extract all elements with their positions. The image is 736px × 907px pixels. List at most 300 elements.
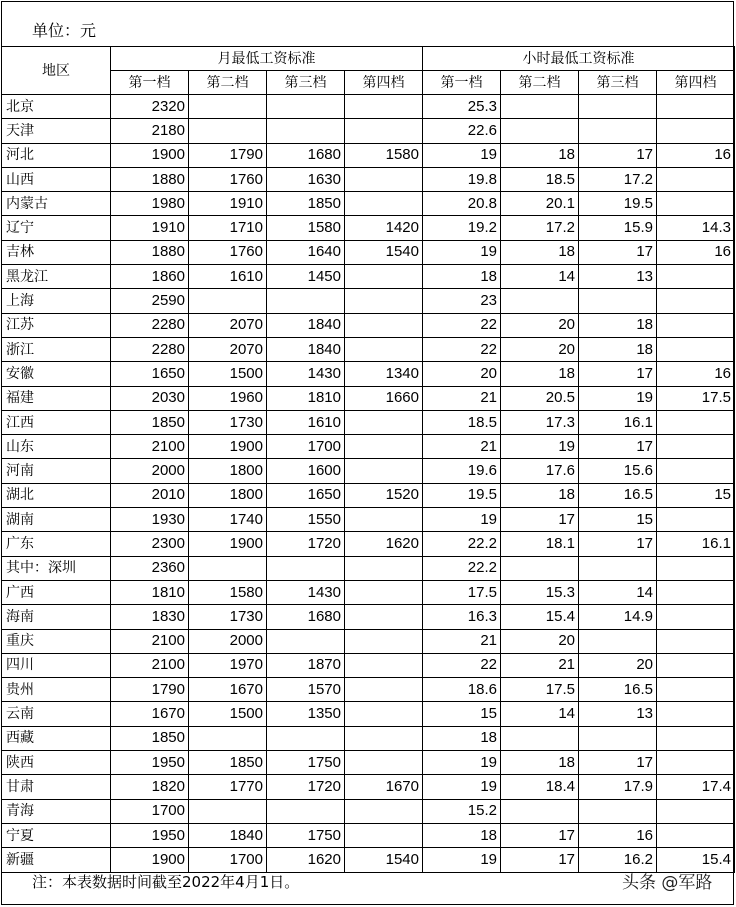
monthly-tier-4-cell [345, 289, 423, 313]
monthly-tier-4-cell [345, 702, 423, 726]
hourly-tier-4-cell [657, 119, 735, 143]
hourly-tier-2-cell: 14 [501, 265, 579, 289]
monthly-tier-1-cell: 2590 [111, 289, 189, 313]
hourly-tier-2-cell: 17.3 [501, 410, 579, 434]
hourly-tier-4-cell: 16 [657, 240, 735, 264]
table-row [2, 265, 735, 289]
unit-label: 单位：元 [32, 21, 97, 40]
hourly-tier-3-cell [579, 95, 657, 119]
hourly-tier-2-cell: 20 [501, 313, 579, 337]
hourly-tier-3-cell [579, 289, 657, 313]
monthly-tier-4-cell [345, 410, 423, 434]
monthly-tier-2-cell: 1730 [189, 605, 267, 629]
table-row [2, 313, 735, 337]
region-cell: 安徽 [2, 362, 111, 386]
region-cell: 河北 [2, 143, 111, 167]
monthly-tier-4-cell [345, 192, 423, 216]
monthly-tier-4-cell [345, 799, 423, 823]
monthly-tier-4-cell [345, 265, 423, 289]
hourly-tier-3-cell: 17 [579, 435, 657, 459]
monthly-tier-1-cell: 1830 [111, 605, 189, 629]
hourly-tier-4-cell [657, 313, 735, 337]
hourly-tier-4-cell: 14.3 [657, 216, 735, 240]
monthly-tier-3-cell [267, 289, 345, 313]
hourly-tier-3-cell: 17 [579, 532, 657, 556]
monthly-tier-1-cell: 1670 [111, 702, 189, 726]
hourly-tier-4-cell [657, 605, 735, 629]
monthly-tier-2-cell: 2070 [189, 313, 267, 337]
monthly-tier-2-cell [189, 726, 267, 750]
region-cell: 吉林 [2, 240, 111, 264]
hourly-tier-1-cell: 18.6 [423, 678, 501, 702]
monthly-tier-3-cell [267, 556, 345, 580]
hourly-tier-3-cell: 16.5 [579, 483, 657, 507]
monthly-tier-3-cell: 1650 [267, 483, 345, 507]
monthly-tier-2-cell: 1900 [189, 435, 267, 459]
hourly-tier-1-cell: 25.3 [423, 95, 501, 119]
region-cell: 陕西 [2, 751, 111, 775]
hourly-tier-3-cell: 19 [579, 386, 657, 410]
monthly-tier-1-cell: 2280 [111, 337, 189, 361]
region-cell: 上海 [2, 289, 111, 313]
hourly-tier-3-cell: 14 [579, 580, 657, 604]
monthly-tier-3-cell: 1640 [267, 240, 345, 264]
monthly-tier-4-cell [345, 726, 423, 750]
hourly-tier-2-cell [501, 289, 579, 313]
monthly-tier-3-cell: 1600 [267, 459, 345, 483]
footnote: 注：本表数据时间截至2022年4月1日。 [32, 873, 300, 891]
monthly-tier-3-cell [267, 119, 345, 143]
monthly-tier-2-cell: 2000 [189, 629, 267, 653]
hourly-tier-4-cell [657, 167, 735, 191]
monthly-tier-4-cell [345, 823, 423, 847]
hourly-tier-1-cell: 22.2 [423, 556, 501, 580]
monthly-tier-2-cell: 1800 [189, 483, 267, 507]
monthly-tier-4-cell: 1660 [345, 386, 423, 410]
hourly-tier-4-cell [657, 95, 735, 119]
table-row [2, 605, 735, 629]
monthly-tier-1-cell: 1900 [111, 143, 189, 167]
monthly-tier-2-cell: 1970 [189, 653, 267, 677]
hourly-tier-4-cell: 15 [657, 483, 735, 507]
table-row [2, 775, 735, 799]
monthly-tier-4-cell [345, 653, 423, 677]
monthly-tier-2-cell: 1760 [189, 240, 267, 264]
table-row [2, 435, 735, 459]
monthly-tier-3-cell: 1610 [267, 410, 345, 434]
hourly-tier-2-cell: 18 [501, 143, 579, 167]
monthly-tier-4-cell [345, 119, 423, 143]
hourly-tier-1-cell: 19 [423, 240, 501, 264]
hourly-tier-4-cell [657, 678, 735, 702]
monthly-tier-4-cell [345, 605, 423, 629]
monthly-tier-1-cell: 2360 [111, 556, 189, 580]
hourly-tier-4-cell [657, 508, 735, 532]
hourly-tier-4-cell: 16.1 [657, 532, 735, 556]
hourly-tier-1-cell: 19 [423, 508, 501, 532]
monthly-tier-3-cell: 1810 [267, 386, 345, 410]
monthly-tier-1-cell: 1900 [111, 848, 189, 872]
table-row [2, 95, 735, 119]
monthly-tier-4-cell: 1540 [345, 240, 423, 264]
monthly-tier-3-cell: 1550 [267, 508, 345, 532]
monthly-tier-2-cell: 2070 [189, 337, 267, 361]
wage-table [1, 46, 735, 873]
hourly-tier-2-cell: 17.2 [501, 216, 579, 240]
hourly-tier-4-cell [657, 823, 735, 847]
table-row [2, 167, 735, 191]
hourly-tier-1-cell: 16.3 [423, 605, 501, 629]
hourly-tier-1-cell: 15 [423, 702, 501, 726]
hourly-tier-4-cell: 17.5 [657, 386, 735, 410]
table-row [2, 678, 735, 702]
hourly-tier-2-cell: 18 [501, 240, 579, 264]
monthly-tier-3: 第三档 [267, 71, 345, 95]
table-row [2, 799, 735, 823]
monthly-tier-1-cell: 1790 [111, 678, 189, 702]
hourly-tier-4: 第四档 [657, 71, 735, 95]
monthly-tier-2-cell: 1770 [189, 775, 267, 799]
monthly-tier-4-cell [345, 459, 423, 483]
hourly-tier-3-cell: 17 [579, 362, 657, 386]
table-row [2, 143, 735, 167]
monthly-tier-3-cell: 1870 [267, 653, 345, 677]
monthly-tier-1-cell: 1880 [111, 167, 189, 191]
monthly-tier-4-cell [345, 580, 423, 604]
table-row [2, 240, 735, 264]
monthly-tier-1-cell: 1850 [111, 726, 189, 750]
region-cell: 河南 [2, 459, 111, 483]
monthly-tier-1-cell: 1950 [111, 823, 189, 847]
monthly-tier-3-cell: 1430 [267, 362, 345, 386]
region-cell: 广西 [2, 580, 111, 604]
monthly-tier-1-cell: 2280 [111, 313, 189, 337]
watermark: 头条 @军路 [622, 873, 713, 893]
hourly-tier-3-cell: 17 [579, 240, 657, 264]
monthly-tier-4-cell [345, 556, 423, 580]
hourly-tier-1-cell: 20.8 [423, 192, 501, 216]
monthly-tier-4-cell: 1580 [345, 143, 423, 167]
monthly-tier-4-cell: 1540 [345, 848, 423, 872]
monthly-tier-3-cell: 1720 [267, 775, 345, 799]
monthly-tier-3-cell: 1630 [267, 167, 345, 191]
monthly-tier-1-cell: 1860 [111, 265, 189, 289]
hourly-tier-2-cell: 20 [501, 337, 579, 361]
table-row [2, 508, 735, 532]
region-cell: 其中：深圳 [2, 556, 111, 580]
table-row [2, 192, 735, 216]
table-row [2, 386, 735, 410]
monthly-tier-3-cell [267, 726, 345, 750]
hourly-tier-3-cell: 15.6 [579, 459, 657, 483]
hourly-tier-3-cell: 16.1 [579, 410, 657, 434]
monthly-tier-2-cell: 1610 [189, 265, 267, 289]
hourly-tier-3-cell: 17 [579, 143, 657, 167]
hourly-tier-2-cell [501, 799, 579, 823]
hourly-tier-3: 第三档 [579, 71, 657, 95]
monthly-tier-1-cell: 2030 [111, 386, 189, 410]
hourly-tier-4-cell [657, 337, 735, 361]
hourly-tier-1-cell: 22 [423, 653, 501, 677]
table-row [2, 459, 735, 483]
hourly-tier-2-cell: 15.3 [501, 580, 579, 604]
monthly-tier-2-cell: 1670 [189, 678, 267, 702]
hourly-tier-4-cell [657, 459, 735, 483]
hourly-tier-2-cell: 21 [501, 653, 579, 677]
region-cell: 贵州 [2, 678, 111, 702]
monthly-tier-1-cell: 2100 [111, 629, 189, 653]
table-row [2, 289, 735, 313]
region-cell: 海南 [2, 605, 111, 629]
hourly-tier-3-cell: 19.5 [579, 192, 657, 216]
hourly-tier-3-cell [579, 799, 657, 823]
monthly-tier-2-cell: 1710 [189, 216, 267, 240]
table-row [2, 556, 735, 580]
monthly-tier-1-cell: 2180 [111, 119, 189, 143]
monthly-tier-4-cell [345, 678, 423, 702]
monthly-tier-3-cell: 1450 [267, 265, 345, 289]
hourly-tier-3-cell [579, 119, 657, 143]
hourly-tier-4-cell [657, 629, 735, 653]
hourly-tier-4-cell: 17.4 [657, 775, 735, 799]
hourly-tier-2-cell: 19 [501, 435, 579, 459]
hourly-tier-2-cell: 18 [501, 751, 579, 775]
hourly-tier-3-cell: 16 [579, 823, 657, 847]
monthly-tier-1-cell: 2100 [111, 435, 189, 459]
monthly-tier-2-cell: 1760 [189, 167, 267, 191]
hourly-tier-4-cell [657, 289, 735, 313]
region-cell: 宁夏 [2, 823, 111, 847]
hourly-tier-3-cell: 16.2 [579, 848, 657, 872]
region-cell: 重庆 [2, 629, 111, 653]
hourly-tier-4-cell [657, 653, 735, 677]
monthly-tier-1-cell: 2300 [111, 532, 189, 556]
monthly-tier-4-cell [345, 508, 423, 532]
hourly-header: 小时最低工资标准 [423, 47, 735, 71]
hourly-tier-2-cell: 14 [501, 702, 579, 726]
monthly-tier-1-cell: 2010 [111, 483, 189, 507]
region-cell: 广东 [2, 532, 111, 556]
monthly-tier-1-cell: 1850 [111, 410, 189, 434]
monthly-tier-4-cell [345, 435, 423, 459]
monthly-tier-2-cell: 1740 [189, 508, 267, 532]
monthly-tier-3-cell: 1700 [267, 435, 345, 459]
monthly-tier-3-cell: 1850 [267, 192, 345, 216]
monthly-tier-2-cell: 1580 [189, 580, 267, 604]
hourly-tier-1-cell: 19.2 [423, 216, 501, 240]
monthly-tier-1-cell: 2100 [111, 653, 189, 677]
region-cell: 内蒙古 [2, 192, 111, 216]
monthly-tier-3-cell: 1840 [267, 337, 345, 361]
table-row [2, 410, 735, 434]
hourly-tier-4-cell [657, 799, 735, 823]
monthly-tier-4-cell [345, 629, 423, 653]
monthly-header: 月最低工资标准 [111, 47, 423, 71]
monthly-tier-1-cell: 1980 [111, 192, 189, 216]
hourly-tier-1-cell: 22.6 [423, 119, 501, 143]
region-cell: 山西 [2, 167, 111, 191]
monthly-tier-1-cell: 1910 [111, 216, 189, 240]
region-cell: 江苏 [2, 313, 111, 337]
region-cell: 黑龙江 [2, 265, 111, 289]
monthly-tier-4-cell: 1620 [345, 532, 423, 556]
hourly-tier-1-cell: 18.5 [423, 410, 501, 434]
table-row [2, 653, 735, 677]
monthly-tier-2-cell: 1790 [189, 143, 267, 167]
monthly-tier-1-cell: 1650 [111, 362, 189, 386]
monthly-tier-4-cell [345, 337, 423, 361]
hourly-tier-2-cell: 15.4 [501, 605, 579, 629]
region-cell: 云南 [2, 702, 111, 726]
monthly-tier-1-cell: 1700 [111, 799, 189, 823]
monthly-tier-3-cell: 1620 [267, 848, 345, 872]
hourly-tier-1-cell: 19 [423, 751, 501, 775]
monthly-tier-4-cell [345, 313, 423, 337]
hourly-tier-3-cell: 13 [579, 265, 657, 289]
monthly-tier-2-cell [189, 119, 267, 143]
monthly-tier-2-cell: 1700 [189, 848, 267, 872]
hourly-tier-3-cell: 17 [579, 751, 657, 775]
monthly-tier-3-cell: 1750 [267, 823, 345, 847]
region-cell: 青海 [2, 799, 111, 823]
table-row [2, 119, 735, 143]
monthly-tier-2-cell: 1840 [189, 823, 267, 847]
hourly-tier-2-cell [501, 726, 579, 750]
monthly-tier-2-cell: 1500 [189, 702, 267, 726]
table-row [2, 532, 735, 556]
region-header: 地区 [2, 47, 111, 95]
hourly-tier-3-cell: 16.5 [579, 678, 657, 702]
monthly-tier-2-cell: 1910 [189, 192, 267, 216]
hourly-tier-4-cell: 16 [657, 362, 735, 386]
region-cell: 江西 [2, 410, 111, 434]
table-row [2, 337, 735, 361]
hourly-tier-2-cell: 18 [501, 362, 579, 386]
hourly-tier-3-cell: 17.2 [579, 167, 657, 191]
hourly-tier-2-cell: 20.5 [501, 386, 579, 410]
hourly-tier-1-cell: 22.2 [423, 532, 501, 556]
region-cell: 天津 [2, 119, 111, 143]
hourly-tier-2-cell: 18.5 [501, 167, 579, 191]
monthly-tier-2-cell [189, 556, 267, 580]
monthly-tier-2: 第二档 [189, 71, 267, 95]
monthly-tier-4-cell: 1520 [345, 483, 423, 507]
monthly-tier-3-cell: 1580 [267, 216, 345, 240]
hourly-tier-2: 第二档 [501, 71, 579, 95]
monthly-tier-3-cell: 1680 [267, 605, 345, 629]
hourly-tier-1-cell: 19.5 [423, 483, 501, 507]
monthly-tier-2-cell: 1800 [189, 459, 267, 483]
monthly-tier-1-cell: 1820 [111, 775, 189, 799]
table-row [2, 629, 735, 653]
monthly-tier-4-cell [345, 95, 423, 119]
region-cell: 西藏 [2, 726, 111, 750]
hourly-tier-2-cell: 17 [501, 508, 579, 532]
hourly-tier-1-cell: 21 [423, 386, 501, 410]
monthly-tier-3-cell [267, 799, 345, 823]
hourly-tier-1-cell: 19 [423, 143, 501, 167]
monthly-tier-1-cell: 2320 [111, 95, 189, 119]
hourly-tier-2-cell: 17.5 [501, 678, 579, 702]
hourly-tier-4-cell [657, 265, 735, 289]
hourly-tier-2-cell: 18.4 [501, 775, 579, 799]
hourly-tier-4-cell [657, 751, 735, 775]
hourly-tier-2-cell [501, 95, 579, 119]
hourly-tier-3-cell: 20 [579, 653, 657, 677]
monthly-tier-4-cell [345, 167, 423, 191]
monthly-tier-4-cell: 1420 [345, 216, 423, 240]
hourly-tier-2-cell: 17 [501, 848, 579, 872]
hourly-tier-3-cell [579, 556, 657, 580]
monthly-tier-2-cell [189, 289, 267, 313]
region-cell: 山东 [2, 435, 111, 459]
hourly-tier-1-cell: 23 [423, 289, 501, 313]
region-cell: 湖南 [2, 508, 111, 532]
table-row [2, 362, 735, 386]
monthly-tier-4: 第四档 [345, 71, 423, 95]
hourly-tier-3-cell: 15 [579, 508, 657, 532]
hourly-tier-4-cell [657, 726, 735, 750]
hourly-tier-4-cell: 15.4 [657, 848, 735, 872]
hourly-tier-3-cell [579, 629, 657, 653]
monthly-tier-3-cell: 1840 [267, 313, 345, 337]
monthly-tier-2-cell: 1850 [189, 751, 267, 775]
monthly-tier-1-cell: 2000 [111, 459, 189, 483]
hourly-tier-1-cell: 15.2 [423, 799, 501, 823]
monthly-tier-4-cell [345, 751, 423, 775]
table-row [2, 483, 735, 507]
hourly-tier-3-cell: 18 [579, 313, 657, 337]
hourly-tier-1-cell: 22 [423, 337, 501, 361]
hourly-tier-3-cell [579, 726, 657, 750]
hourly-tier-1-cell: 19.6 [423, 459, 501, 483]
monthly-tier-4-cell: 1670 [345, 775, 423, 799]
monthly-tier-1-cell: 1880 [111, 240, 189, 264]
hourly-tier-1-cell: 18 [423, 265, 501, 289]
monthly-tier-1: 第一档 [111, 71, 189, 95]
table-row [2, 580, 735, 604]
table-row [2, 216, 735, 240]
region-cell: 辽宁 [2, 216, 111, 240]
monthly-tier-3-cell: 1350 [267, 702, 345, 726]
hourly-tier-2-cell: 20 [501, 629, 579, 653]
hourly-tier-1-cell: 18 [423, 726, 501, 750]
monthly-tier-3-cell: 1430 [267, 580, 345, 604]
region-cell: 湖北 [2, 483, 111, 507]
hourly-tier-2-cell [501, 556, 579, 580]
hourly-tier-2-cell: 17.6 [501, 459, 579, 483]
monthly-tier-1-cell: 1930 [111, 508, 189, 532]
hourly-tier-4-cell [657, 435, 735, 459]
hourly-tier-1: 第一档 [423, 71, 501, 95]
monthly-tier-4-cell: 1340 [345, 362, 423, 386]
hourly-tier-4-cell [657, 580, 735, 604]
hourly-tier-2-cell: 17 [501, 823, 579, 847]
monthly-tier-1-cell: 1810 [111, 580, 189, 604]
monthly-tier-2-cell [189, 95, 267, 119]
hourly-tier-3-cell: 18 [579, 337, 657, 361]
region-cell: 浙江 [2, 337, 111, 361]
hourly-tier-4-cell [657, 410, 735, 434]
monthly-tier-3-cell: 1750 [267, 751, 345, 775]
hourly-tier-1-cell: 18 [423, 823, 501, 847]
monthly-tier-2-cell: 1960 [189, 386, 267, 410]
hourly-tier-1-cell: 21 [423, 435, 501, 459]
region-cell: 北京 [2, 95, 111, 119]
hourly-tier-2-cell [501, 119, 579, 143]
hourly-tier-3-cell: 17.9 [579, 775, 657, 799]
hourly-tier-3-cell: 15.9 [579, 216, 657, 240]
